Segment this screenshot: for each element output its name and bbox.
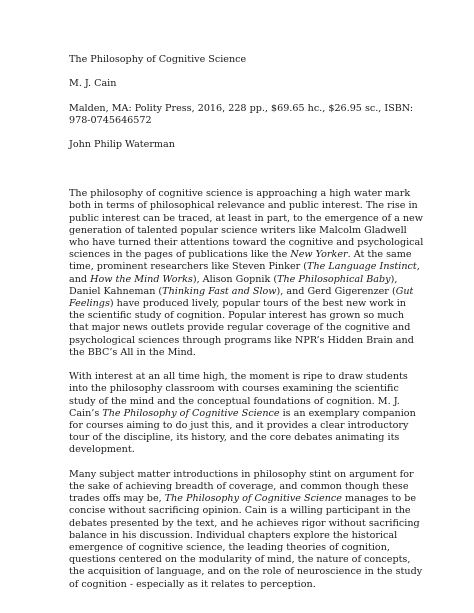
paragraph-1-italic-3: How the Mind Works	[90, 273, 193, 285]
paragraph-1	[69, 188, 424, 359]
paragraph-2-italic-1: The Philosophy of Cognitive Science	[102, 407, 280, 419]
paragraph-1-italic-1: New Yorker	[290, 249, 348, 261]
book-title: The Philosophy of Cognitive Science	[69, 54, 247, 65]
paragraph-1-text-4: ), Alison Gopnik (	[192, 273, 278, 285]
paragraph-1-italic-6: Gut Feelings	[69, 285, 414, 309]
reviewer-name: John Philip Waterman	[69, 139, 175, 151]
paragraph-2	[69, 371, 424, 456]
paragraph-1-text-1: The philosophy of cognitive science is approaching a high water mark both in terms of philosophical relevance and public interest. The rise in public interest can be traced, at least in part, to the emergence of a new generation of talented popular science writers like Malcolm Gladwell who have turned their attentions toward the cognitive and psychological sciences in the pages of publications like the	[69, 188, 424, 261]
paragraph-3-text-2: manages to be concise without sacrificing opinion. Cain is a willing participant in the debates presented by the text, and he achieves rigor without sacrificing balance in his discussion. Individual chapters explore the historical emergence of cognitive science, the leading theories of cognition, questions centered on the modularity of mind, the nature of concepts, the acquisition of language, and on the role of neuroscience in the study of cognition - especially as it relates to perception.	[69, 493, 423, 590]
paragraph-3-text-1: Many subject matter introductions in philosophy stint on argument for the sake of achieving breadth of coverage, and common though these trades offs may be,	[69, 468, 414, 505]
paragraph-1-text-6: ), and Gerd Gigerenzer (	[276, 285, 396, 297]
paragraph-2-text-1: With interest at an all time high, the moment is ripe to draw students into the philosophy classroom with courses examining the scientific study of the mind and the conceptual foundations of cognition. M. J. Cain’s	[69, 371, 408, 419]
paragraph-2-text-2: is an exemplary companion for courses aiming to do just this, and it provides a clear introductory tour of the discipline, its history, and the core debates animating its development.	[69, 407, 416, 456]
paragraph-1-italic-5: Thinking Fast and Slow	[162, 285, 277, 297]
paragraph-1-italic-4: The Philosophical Baby	[277, 273, 391, 285]
paragraph-1-text-7: ) have produced lively, popular tours of the best new work in the scientific study of cognition. Popular interest has grown so much that major news outlets provide regular coverage of the cognitive and psychological sciences through programs like NPR’s Hidden Brain and the BBC’s All in the Mind.	[69, 298, 414, 358]
paragraph-1-italic-2: The Language Instinct	[307, 261, 417, 273]
publication-info: Malden, MA: Polity Press, 2016, 228 pp., $69.65 hc., $26.95 sc., ISBN: 978-0745646572	[69, 102, 414, 126]
book-author: M. J. Cain	[69, 78, 117, 90]
paragraph-3	[69, 469, 424, 591]
paragraph-1-text-2: . At the same time, prominent researchers like Steven Pinker (	[69, 249, 412, 273]
paragraph-3-italic-1: The Philosophy of Cognitive Science	[164, 493, 342, 505]
paragraph-1-text-3: , and	[69, 261, 420, 285]
paragraph-1-text-5: ), Daniel Kahneman (	[69, 273, 398, 297]
